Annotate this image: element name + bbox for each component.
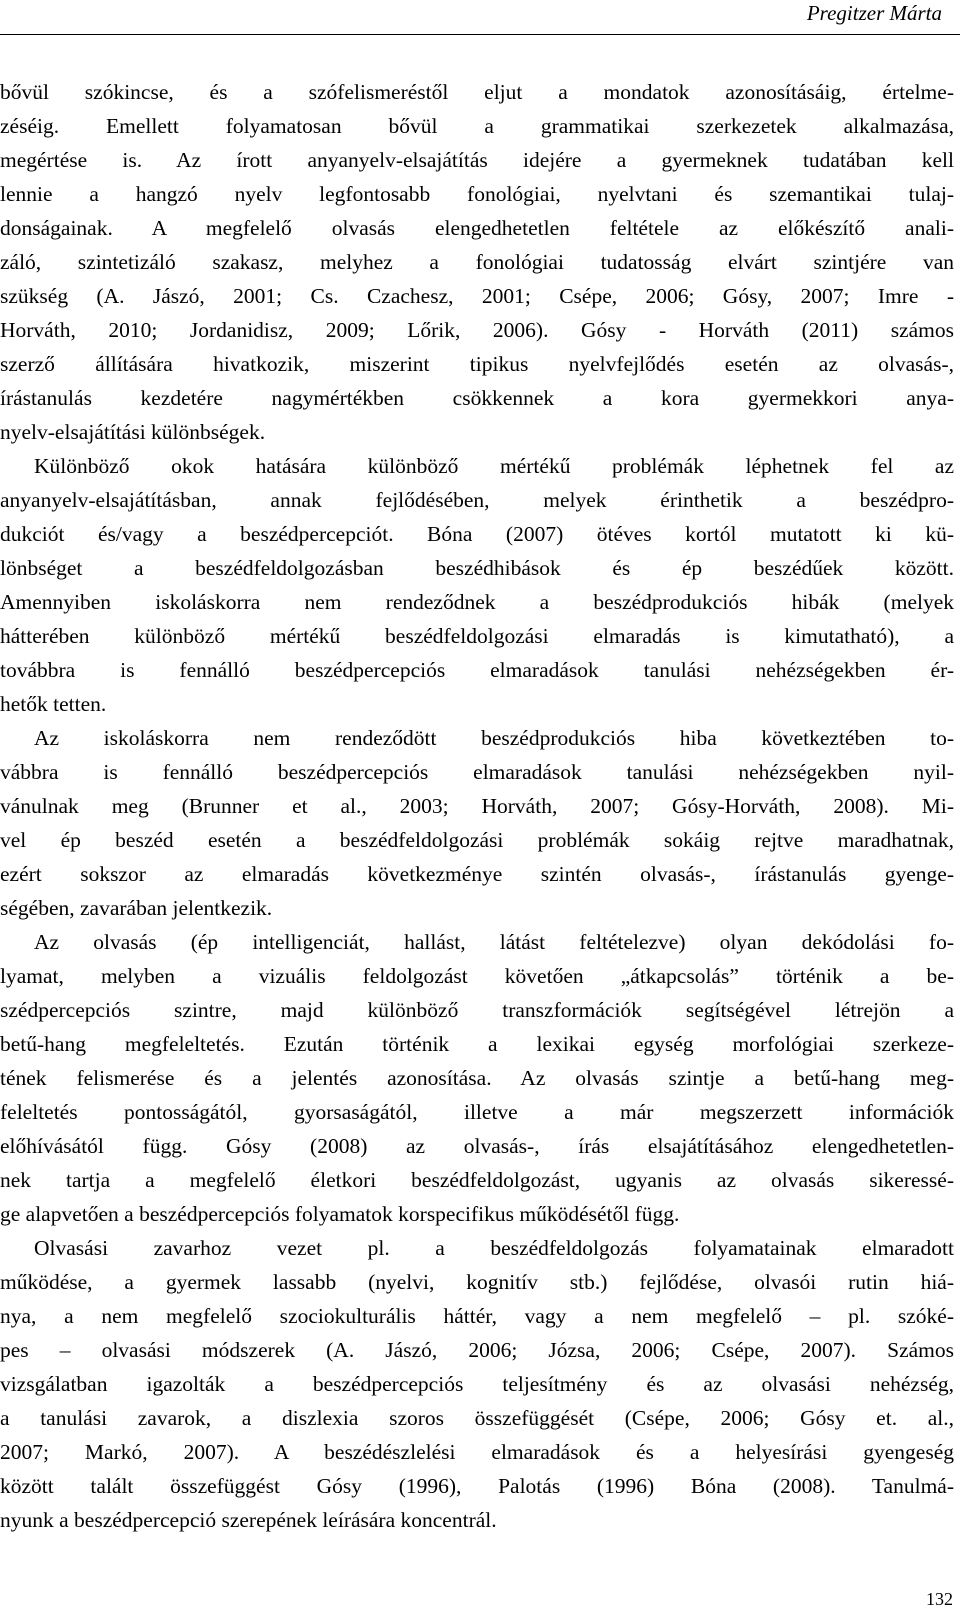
- text-line: vel ép beszéd esetén a beszédfeldolgozási problémák sokáig rejtve maradhatnak,: [0, 828, 954, 852]
- text-line: lyamat, melyben a vizuális feldolgozást követően „átkapcsolás” történik a be-: [0, 964, 954, 988]
- text-line: nek tartja a megfelelő életkori beszédfeldolgozást, ugyanis az olvasás sikeressé-: [0, 1168, 954, 1192]
- text-line: pes – olvasási módszerek (A. Jászó, 2006; Józsa, 2006; Csépe, 2007). Számos: [0, 1338, 954, 1362]
- text-line: bővül szókincse, és a szófelismeréstől eljut a mondatok azonosításáig, értelme-: [0, 80, 954, 104]
- running-title: Pregitzer Márta: [806, 1, 942, 25]
- page-number: 132: [926, 1589, 953, 1609]
- text-line: lennie a hangzó nyelv legfontosabb fonológiai, nyelvtani és szemantikai tulaj-: [0, 182, 954, 206]
- text-line: szerző állítására hivatkozik, miszerint tipikus nyelvfejlődés esetén az olvasás-,: [0, 352, 954, 376]
- text-line: megértése is. Az írott anyanyelv-elsajátítás idejére a gyermeknek tudatában kell: [0, 148, 954, 172]
- text-line: működése, a gyermek lassabb (nyelvi, kognitív stb.) fejlődése, olvasói rutin hiá-: [0, 1270, 954, 1294]
- text-line: szédpercepciós szintre, majd különböző transzformációk segítségével létrejön a: [0, 998, 954, 1022]
- text-line: Horváth, 2010; Jordanidisz, 2009; Lőrik, 2006). Gósy - Horváth (2011) számos: [0, 318, 954, 342]
- running-header: [0, 0, 960, 35]
- text-line: lönbséget a beszédfeldolgozásban beszédhibások és ép beszédűek között.: [0, 556, 954, 580]
- text-line: Amennyiben iskoláskorra nem rendeződnek a beszédprodukciós hibák (melyek: [0, 590, 954, 614]
- text-line: betű-hang megfeleltetés. Ezután történik a lexikai egység morfológiai szerkeze-: [0, 1032, 954, 1056]
- text-line: vábbra is fennálló beszédpercepciós elmaradások tanulási nehézségekben nyil-: [0, 760, 954, 784]
- text-line: záló, szintetizáló szakasz, melyhez a fonológiai tudatosság elvárt szintjére van: [0, 250, 954, 274]
- text-line: donságainak. A megfelelő olvasás elengedhetetlen feltétele az előkészítő anali-: [0, 216, 954, 240]
- text-line: nya, a nem megfelelő szociokulturális háttér, vagy a nem megfelelő – pl. szóké-: [0, 1304, 954, 1328]
- text-line: továbbra is fennálló beszédpercepciós elmaradások tanulási nehézségekben ér-: [0, 658, 954, 682]
- text-line: zéséig. Emellett folyamatosan bővül a grammatikai szerkezetek alkalmazása,: [0, 114, 954, 138]
- text-line: 2007; Markó, 2007). A beszédészlelési elmaradások és a helyesírási gyengeség: [0, 1440, 954, 1464]
- body-text: [0, 75, 954, 1537]
- text-line: nyelv-elsajátítási különbségek.: [0, 420, 266, 444]
- paragraph: [0, 1231, 954, 1537]
- text-line: a tanulási zavarok, a diszlexia szoros összefüggését (Csépe, 2006; Gósy et. al.,: [0, 1406, 954, 1430]
- text-line: anyanyelv-elsajátításban, annak fejlődésében, melyek érinthetik a beszédpro-: [0, 488, 954, 512]
- text-line: előhívásától függ. Gósy (2008) az olvasás-, írás elsajátításához elengedhetetlen-: [0, 1134, 954, 1158]
- text-line: írástanulás kezdetére nagymértékben csökkennek a kora gyermekkori anya-: [0, 386, 954, 410]
- paragraph: [0, 75, 954, 449]
- paragraph: [0, 721, 954, 925]
- text-line: vánulnak meg (Brunner et al., 2003; Horváth, 2007; Gósy-Horváth, 2008). Mi-: [0, 794, 954, 818]
- paragraph: [0, 925, 954, 1231]
- text-line: nyunk a beszédpercepció szerepének leírására koncentrál.: [0, 1508, 497, 1532]
- text-line: feleltetés pontosságától, gyorsaságától, illetve a már megszerzett információk: [0, 1100, 954, 1124]
- paragraph: [0, 449, 954, 721]
- text-line: ezért sokszor az elmaradás következménye szintén olvasás-, írástanulás gyenge-: [0, 862, 954, 886]
- text-line: ge alapvetően a beszédpercepciós folyamatok korspecifikus működésétől függ.: [0, 1202, 680, 1226]
- text-line: szükség (A. Jászó, 2001; Cs. Czachesz, 2001; Csépe, 2006; Gósy, 2007; Imre -: [0, 284, 954, 308]
- text-line: Az iskoláskorra nem rendeződött beszédprodukciós hiba következtében to-: [34, 726, 954, 750]
- text-line: között talált összefüggést Gósy (1996), Palotás (1996) Bóna (2008). Tanulmá-: [0, 1474, 954, 1498]
- text-line: tének felismerése és a jelentés azonosítása. Az olvasás szintje a betű-hang meg-: [0, 1066, 954, 1090]
- text-line: hetők tetten.: [0, 692, 107, 716]
- text-line: vizsgálatban igazolták a beszédpercepciós teljesítmény és az olvasási nehézség,: [0, 1372, 954, 1396]
- text-line: Az olvasás (ép intelligenciát, hallást, látást feltételezve) olyan dekódolási fo-: [34, 930, 954, 954]
- text-line: Olvasási zavarhoz vezet pl. a beszédfeldolgozás folyamatainak elmaradott: [34, 1236, 954, 1260]
- text-line: dukciót és/vagy a beszédpercepciót. Bóna (2007) ötéves kortól mutatott ki kü-: [0, 522, 954, 546]
- text-line: ségében, zavarában jelentkezik.: [0, 896, 273, 920]
- text-line: Különböző okok hatására különböző mértékű problémák léphetnek fel az: [34, 454, 954, 478]
- text-line: hátterében különböző mértékű beszédfeldolgozási elmaradás is kimutatható), a: [0, 624, 954, 648]
